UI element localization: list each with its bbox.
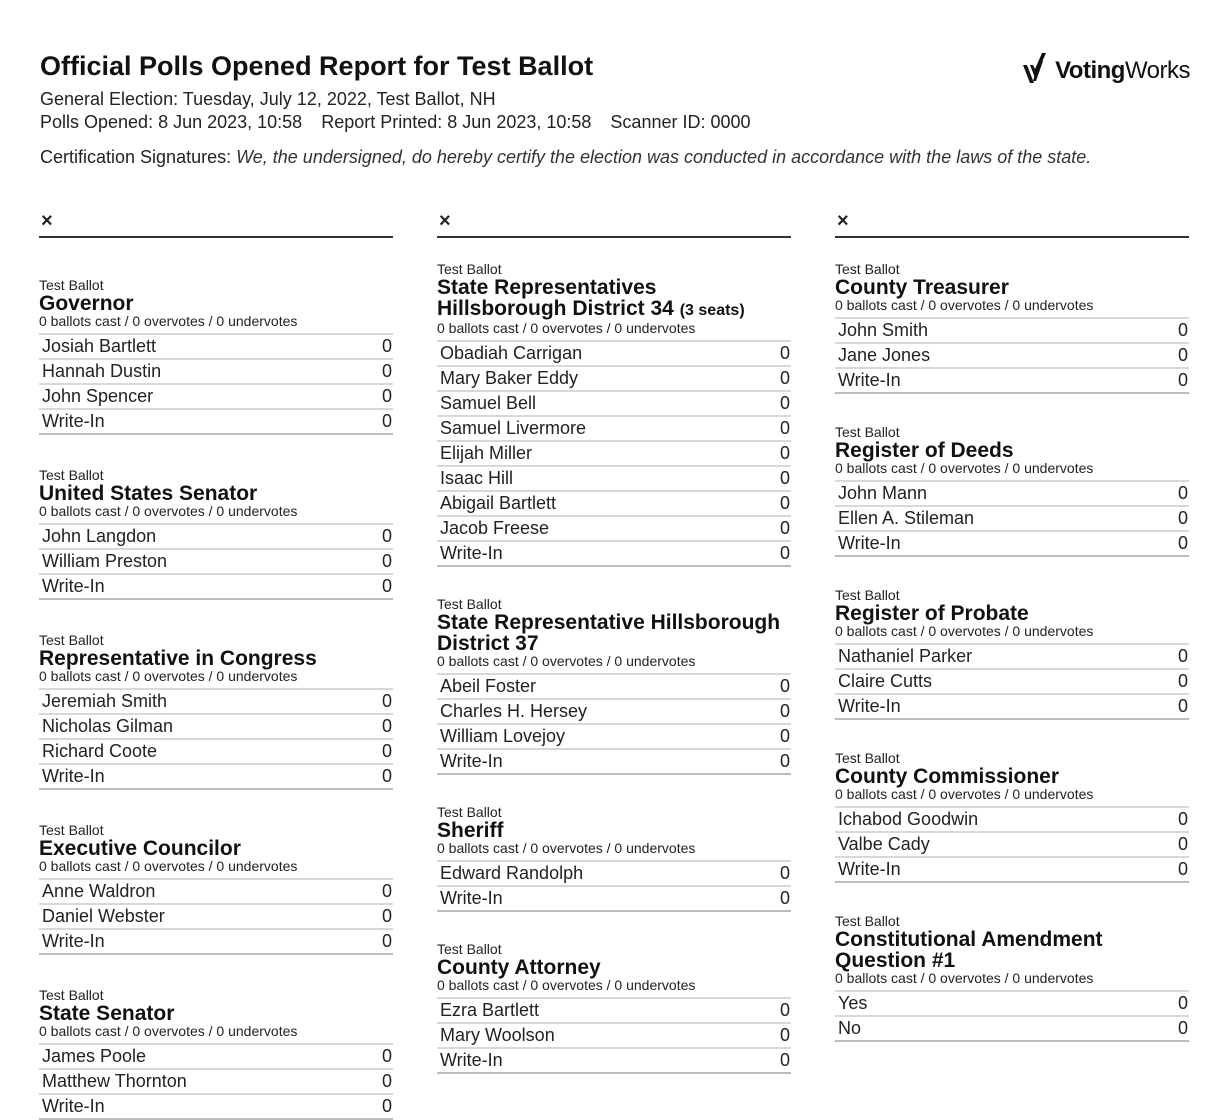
tally-row <box>39 715 393 740</box>
tally-row <box>39 740 393 765</box>
vote-count: 0 <box>381 906 392 926</box>
vote-count: 0 <box>381 881 392 901</box>
vote-count: 0 <box>381 1046 392 1066</box>
contest <box>39 823 393 955</box>
contest-section: Test Ballot <box>39 632 104 648</box>
report-column-2 <box>437 210 791 1074</box>
vote-count: 0 <box>779 676 790 696</box>
tally-table <box>437 860 791 912</box>
tally-row <box>437 442 791 467</box>
tally-row <box>437 492 791 517</box>
candidate-name: Write-In <box>838 696 901 716</box>
contest-section: Test Ballot <box>437 804 502 820</box>
candidate-name: No <box>838 1018 862 1038</box>
tally-table <box>39 523 393 600</box>
contest-stats: 0 ballots cast / 0 overvotes / 0 undervotes <box>835 297 1094 313</box>
tally-row <box>437 467 791 492</box>
candidate-name: Samuel Livermore <box>440 418 587 438</box>
vote-count: 0 <box>1177 834 1188 854</box>
vote-count: 0 <box>779 863 790 883</box>
vote-count: 0 <box>779 393 790 413</box>
candidate-name: Charles H. Hersey <box>440 701 588 721</box>
tally-row <box>437 887 791 912</box>
vote-count: 0 <box>381 1071 392 1091</box>
candidate-name: Matthew Thornton <box>42 1071 187 1091</box>
tally-row <box>39 360 393 385</box>
vote-count: 0 <box>381 551 392 571</box>
vote-count: 0 <box>381 766 392 786</box>
contest-stats: 0 ballots cast / 0 overvotes / 0 undervotes <box>39 668 298 684</box>
candidate-name: Jacob Freese <box>440 518 550 538</box>
candidate-name: Write-In <box>440 751 503 771</box>
contest-title <box>39 648 393 669</box>
contest-section: Test Ballot <box>835 913 900 929</box>
vote-count: 0 <box>381 526 392 546</box>
vote-count: 0 <box>779 1050 790 1070</box>
contest-title <box>835 440 1189 461</box>
contest-section: Test Ballot <box>39 987 104 1003</box>
candidate-name: Anne Waldron <box>42 881 156 901</box>
vote-count: 0 <box>381 741 392 761</box>
contest-stats: 0 ballots cast / 0 overvotes / 0 undervotes <box>835 623 1094 639</box>
contest-section: Test Ballot <box>437 596 502 612</box>
contest-stats: 0 ballots cast / 0 overvotes / 0 undervotes <box>835 786 1094 802</box>
tally-row <box>39 905 393 930</box>
signature-line <box>835 210 1189 238</box>
tally-row <box>437 1049 791 1074</box>
contest-title <box>437 277 791 321</box>
tally-row <box>437 700 791 725</box>
certification-text: We, the undersigned, do hereby certify the election was conducted in accordance with the laws of the state. <box>236 147 1092 167</box>
candidate-name: Write-In <box>42 1096 105 1116</box>
election-line: General Election: Tuesday, July 12, 2022, Test Ballot, NH <box>40 89 496 109</box>
tally-row <box>39 575 393 600</box>
vote-count: 0 <box>779 888 790 908</box>
candidate-name: Samuel Bell <box>440 393 537 413</box>
candidate-name: Write-In <box>838 370 901 390</box>
report-meta-line <box>40 111 1190 134</box>
contest <box>835 588 1189 720</box>
contest-title <box>437 612 791 654</box>
candidate-name: William Preston <box>42 551 168 571</box>
candidate-name: Jane Jones <box>838 345 931 365</box>
tally-row <box>437 1024 791 1049</box>
certification-line <box>40 146 1190 169</box>
contest-section: Test Ballot <box>39 467 104 483</box>
contest-title <box>835 277 1189 298</box>
vote-count: 0 <box>1177 993 1188 1013</box>
signature-line <box>39 210 393 238</box>
vote-count: 0 <box>1177 696 1188 716</box>
report-column-3 <box>835 210 1189 1042</box>
candidate-name: John Mann <box>838 483 928 503</box>
candidate-name: Obadiah Carrigan <box>440 343 583 363</box>
vote-count: 0 <box>779 1000 790 1020</box>
tally-table <box>39 1043 393 1120</box>
tally-table <box>437 340 791 567</box>
candidate-name: Claire Cutts <box>838 671 933 691</box>
contest <box>835 425 1189 557</box>
candidate-name: Edward Randolph <box>440 863 584 883</box>
vote-count: 0 <box>381 931 392 951</box>
tally-row <box>39 550 393 575</box>
tally-row <box>835 507 1189 532</box>
contest <box>835 262 1189 394</box>
contest-stats: 0 ballots cast / 0 overvotes / 0 undervotes <box>39 313 298 329</box>
tally-row <box>835 369 1189 394</box>
tally-row <box>39 525 393 550</box>
vote-count: 0 <box>779 726 790 746</box>
contest-section: Test Ballot <box>39 277 104 293</box>
contest-title-text: Representative in Congress <box>39 647 317 670</box>
signature-x-mark: × <box>837 210 849 232</box>
vote-count: 0 <box>1177 1018 1188 1038</box>
vote-count: 0 <box>1177 345 1188 365</box>
vote-count: 0 <box>1177 320 1188 340</box>
tally-row <box>437 417 791 442</box>
tally-row <box>835 808 1189 833</box>
tally-row <box>835 482 1189 507</box>
contest-title <box>835 929 1189 971</box>
contest-title-text: Governor <box>39 292 134 315</box>
contest <box>39 633 393 790</box>
contest-stats: 0 ballots cast / 0 overvotes / 0 undervotes <box>437 977 696 993</box>
contest <box>437 597 791 775</box>
contest-section: Test Ballot <box>835 424 900 440</box>
vote-count: 0 <box>1177 533 1188 553</box>
vote-count: 0 <box>381 716 392 736</box>
contest-stats: 0 ballots cast / 0 overvotes / 0 undervotes <box>437 840 696 856</box>
tally-row <box>437 367 791 392</box>
vote-count: 0 <box>779 443 790 463</box>
candidate-name: James Poole <box>42 1046 147 1066</box>
contest-title-text: State Representative Hillsborough District 37 <box>437 611 781 655</box>
tally-row <box>39 1045 393 1070</box>
certification-label: Certification Signatures: <box>40 147 232 167</box>
contest-title-text: Register of Probate <box>835 602 1029 625</box>
vote-count: 0 <box>779 518 790 538</box>
candidate-name: Ezra Bartlett <box>440 1000 540 1020</box>
contest-title <box>835 603 1189 624</box>
contest-stats: 0 ballots cast / 0 overvotes / 0 undervotes <box>39 1023 298 1039</box>
vote-count: 0 <box>381 386 392 406</box>
contest-stats: 0 ballots cast / 0 overvotes / 0 undervotes <box>437 653 696 669</box>
candidate-name: Nathaniel Parker <box>838 646 973 666</box>
polls-opened: Polls Opened: 8 Jun 2023, 10:58 <box>40 112 303 132</box>
candidate-name: Write-In <box>440 1050 503 1070</box>
contest-title <box>39 838 393 859</box>
candidate-name: Write-In <box>42 576 105 596</box>
candidate-name: Abigail Bartlett <box>440 493 557 513</box>
tally-table <box>39 688 393 790</box>
contest-title-text: State Representatives Hillsborough District 34 <box>437 276 674 320</box>
candidate-name: John Langdon <box>42 526 157 546</box>
candidate-name: Yes <box>838 993 868 1013</box>
candidate-name: Valbe Cady <box>838 834 930 854</box>
voting-works-check-icon <box>1021 51 1051 92</box>
vote-count: 0 <box>779 751 790 771</box>
scanner-id: Scanner ID: 0000 <box>610 112 751 132</box>
candidate-name: Elijah Miller <box>440 443 533 463</box>
tally-row <box>835 695 1189 720</box>
candidate-name: Mary Baker Eddy <box>440 368 579 388</box>
tally-row <box>437 862 791 887</box>
tally-row <box>39 335 393 360</box>
contest-stats: 0 ballots cast / 0 overvotes / 0 undervotes <box>437 320 696 336</box>
vote-count: 0 <box>381 1096 392 1116</box>
candidate-name: William Lovejoy <box>440 726 566 746</box>
contest-title-text: County Commissioner <box>835 765 1060 788</box>
vote-count: 0 <box>1177 859 1188 879</box>
vote-count: 0 <box>779 468 790 488</box>
tally-row <box>39 410 393 435</box>
contest <box>437 805 791 912</box>
candidate-name: Write-In <box>440 543 503 563</box>
candidate-name: Isaac Hill <box>440 468 514 488</box>
contest-title <box>39 293 393 314</box>
contest-section: Test Ballot <box>39 822 104 838</box>
tally-table <box>39 878 393 955</box>
vote-count: 0 <box>1177 508 1188 528</box>
tally-row <box>437 999 791 1024</box>
contest-title <box>835 766 1189 787</box>
tally-row <box>835 670 1189 695</box>
contest-title-text: Constitutional Amendment Question #1 <box>835 928 1103 972</box>
vote-count: 0 <box>1177 483 1188 503</box>
tally-row <box>437 750 791 775</box>
contest <box>39 988 393 1120</box>
tally-table <box>835 806 1189 883</box>
contest-section: Test Ballot <box>835 750 900 766</box>
contest-stats: 0 ballots cast / 0 overvotes / 0 undervotes <box>835 970 1094 986</box>
tally-table <box>835 643 1189 720</box>
candidate-name: Write-In <box>42 931 105 951</box>
tally-row <box>437 517 791 542</box>
contest-title <box>39 483 393 504</box>
report-printed: Report Printed: 8 Jun 2023, 10:58 <box>321 112 592 132</box>
tally-row <box>39 765 393 790</box>
candidate-name: Jeremiah Smith <box>42 691 168 711</box>
contest-stats: 0 ballots cast / 0 overvotes / 0 undervotes <box>39 858 298 874</box>
vote-count: 0 <box>1177 646 1188 666</box>
tally-row <box>39 385 393 410</box>
candidate-name: Ellen A. Stileman <box>838 508 975 528</box>
votingworks-logo <box>1021 52 1190 90</box>
tally-row <box>835 344 1189 369</box>
contest <box>437 262 791 567</box>
candidate-name: Richard Coote <box>42 741 158 761</box>
contest-title-text: Register of Deeds <box>835 439 1014 462</box>
report-header <box>40 48 1190 169</box>
candidate-name: Write-In <box>440 888 503 908</box>
contest-title-text: Sheriff <box>437 819 504 842</box>
candidate-name: Daniel Webster <box>42 906 165 926</box>
contest-title <box>437 820 791 841</box>
tally-row <box>835 532 1189 557</box>
contest-seats: (3 seats) <box>679 302 745 319</box>
tally-table <box>835 480 1189 557</box>
report-title: Official Polls Opened Report for Test Ballot <box>40 51 594 81</box>
candidate-name: Write-In <box>838 859 901 879</box>
signature-x-mark: × <box>439 210 451 232</box>
report-column-1 <box>39 210 393 1120</box>
contest-section: Test Ballot <box>437 261 502 277</box>
vote-count: 0 <box>779 368 790 388</box>
tally-table <box>835 990 1189 1042</box>
candidate-name: Write-In <box>838 533 901 553</box>
contest-section: Test Ballot <box>835 587 900 603</box>
vote-count: 0 <box>381 691 392 711</box>
vote-count: 0 <box>1177 671 1188 691</box>
tally-row <box>39 1095 393 1120</box>
vote-count: 0 <box>381 361 392 381</box>
contest-stats: 0 ballots cast / 0 overvotes / 0 undervotes <box>835 460 1094 476</box>
candidate-name: Ichabod Goodwin <box>838 809 979 829</box>
candidate-name: Write-In <box>42 766 105 786</box>
tally-row <box>835 1017 1189 1042</box>
tally-table <box>437 997 791 1074</box>
contest <box>437 942 791 1074</box>
contest-stats: 0 ballots cast / 0 overvotes / 0 undervotes <box>39 503 298 519</box>
tally-row <box>39 1070 393 1095</box>
vote-count: 0 <box>381 411 392 431</box>
vote-count: 0 <box>779 1025 790 1045</box>
contest <box>835 751 1189 883</box>
tally-row <box>835 833 1189 858</box>
tally-row <box>835 645 1189 670</box>
tally-row <box>39 690 393 715</box>
contest <box>39 278 393 435</box>
contest-title-text: United States Senator <box>39 482 258 505</box>
tally-row <box>835 858 1189 883</box>
tally-row <box>437 342 791 367</box>
vote-count: 0 <box>381 576 392 596</box>
contest <box>835 914 1189 1042</box>
tally-row <box>39 930 393 955</box>
candidate-name: Josiah Bartlett <box>42 336 157 356</box>
candidate-name: John Spencer <box>42 386 154 406</box>
contest-title-text: County Treasurer <box>835 276 1009 299</box>
vote-count: 0 <box>779 701 790 721</box>
tally-table <box>835 317 1189 394</box>
signature-line <box>437 210 791 238</box>
candidate-name: Nicholas Gilman <box>42 716 174 736</box>
candidate-name: Hannah Dustin <box>42 361 162 381</box>
vote-count: 0 <box>779 543 790 563</box>
vote-count: 0 <box>779 343 790 363</box>
contest-title-text: County Attorney <box>437 956 601 979</box>
candidate-name: Write-In <box>42 411 105 431</box>
signature-x-mark: × <box>41 210 53 232</box>
logo-text: VotingWorks <box>1055 57 1190 84</box>
contest-section: Test Ballot <box>835 261 900 277</box>
contest-section: Test Ballot <box>437 941 502 957</box>
candidate-name: John Smith <box>838 320 929 340</box>
contest-title-text: State Senator <box>39 1002 175 1025</box>
tally-row <box>437 542 791 567</box>
tally-row <box>437 675 791 700</box>
tally-row <box>835 319 1189 344</box>
candidate-name: Abeil Foster <box>440 676 537 696</box>
tally-row <box>39 880 393 905</box>
vote-count: 0 <box>779 493 790 513</box>
contest <box>39 468 393 600</box>
vote-count: 0 <box>381 336 392 356</box>
contest-title <box>39 1003 393 1024</box>
contest-title <box>437 957 791 978</box>
vote-count: 0 <box>1177 809 1188 829</box>
tally-table <box>39 333 393 435</box>
vote-count: 0 <box>1177 370 1188 390</box>
contest-title-text: Executive Councilor <box>39 837 241 860</box>
candidate-name: Mary Woolson <box>440 1025 555 1045</box>
vote-count: 0 <box>779 418 790 438</box>
tally-table <box>437 673 791 775</box>
tally-row <box>835 992 1189 1017</box>
tally-row <box>437 392 791 417</box>
tally-row <box>437 725 791 750</box>
